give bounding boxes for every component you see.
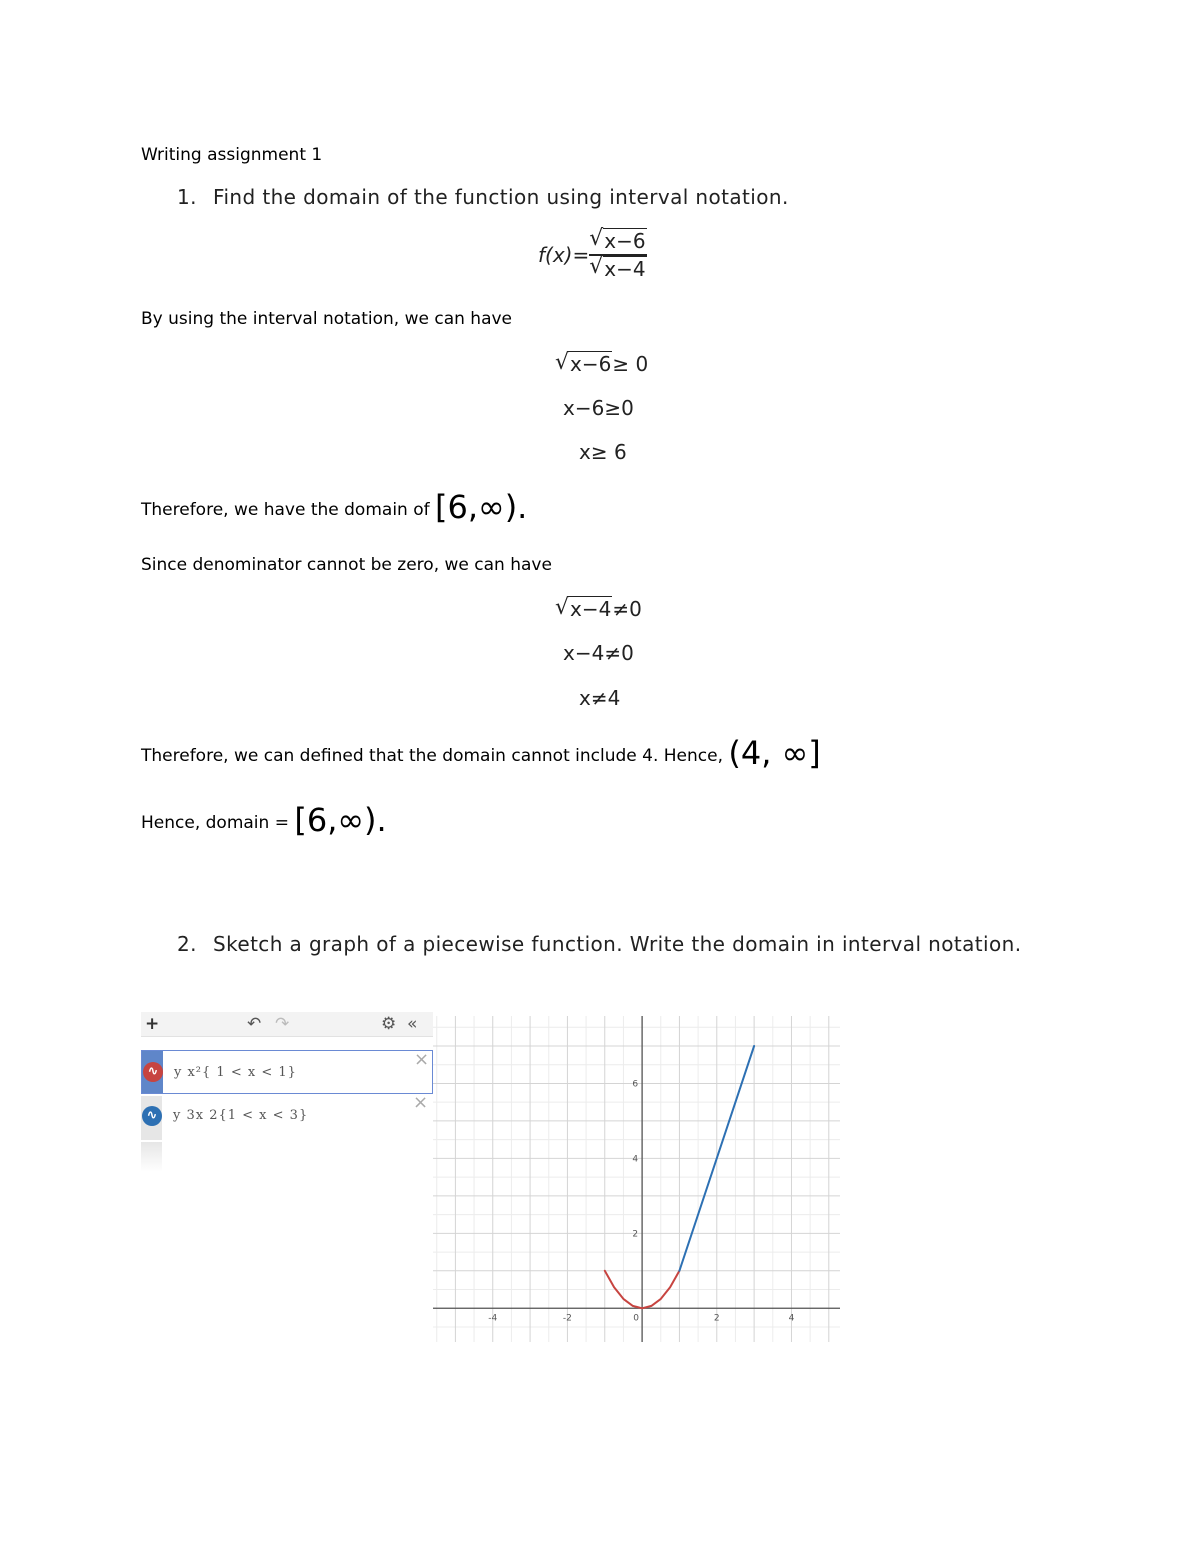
y-tick-label: 6 bbox=[632, 1079, 639, 1090]
function-lhs: f(x)= bbox=[538, 243, 590, 267]
collapse-panel-icon[interactable]: « bbox=[407, 1014, 418, 1034]
function-denominator: x−4 bbox=[604, 257, 646, 281]
domain-line-1-text: Therefore, we have the domain of bbox=[141, 500, 430, 520]
y-tick-label: 2 bbox=[632, 1229, 639, 1240]
expression-row-1-color-icon[interactable]: ∿ bbox=[143, 1062, 163, 1082]
document-title: Writing assignment 1 bbox=[141, 145, 323, 165]
expression-row-2-text[interactable]: y 3x 2{1 < x < 3} bbox=[173, 1108, 309, 1123]
line-since-denominator: Since denominator cannot be zero, we can have bbox=[141, 555, 552, 575]
domain-line-2 bbox=[141, 734, 821, 772]
step-1-rest: ≥ 0 bbox=[612, 352, 649, 376]
x-tick-label: 0 bbox=[633, 1313, 639, 1324]
function-definition bbox=[538, 228, 647, 282]
step-4: √ x−4≠0 bbox=[555, 595, 642, 621]
expression-panel bbox=[141, 1012, 433, 1172]
expression-toolbar bbox=[141, 1012, 433, 1037]
x-tick-label: -2 bbox=[562, 1313, 572, 1324]
question-1-number: 1. bbox=[177, 185, 197, 209]
add-expression-button[interactable]: + bbox=[145, 1014, 160, 1034]
step-5: x−4≠0 bbox=[563, 641, 634, 665]
expression-row-1-remove-icon[interactable]: × bbox=[414, 1049, 430, 1070]
y-tick-label: 4 bbox=[632, 1154, 639, 1165]
x-tick-label: 4 bbox=[788, 1313, 795, 1324]
question-2 bbox=[177, 932, 1021, 956]
step-4-rest: ≠0 bbox=[612, 597, 642, 621]
expression-row-1-text[interactable]: y x²{ 1 < x < 1} bbox=[174, 1065, 297, 1080]
question-1-text: Find the domain of the function using interval notation. bbox=[213, 185, 789, 209]
step-1: √ x−6≥ 0 bbox=[555, 350, 649, 376]
expression-row-2-remove-icon[interactable]: × bbox=[413, 1092, 429, 1113]
undo-button[interactable]: ↶ bbox=[247, 1014, 262, 1034]
question-1 bbox=[177, 185, 789, 209]
step-2: x−6≥0 bbox=[563, 396, 634, 420]
domain-line-3 bbox=[141, 801, 387, 839]
step-6: x≠4 bbox=[579, 686, 621, 710]
question-2-number: 2. bbox=[177, 932, 197, 956]
tick-labels bbox=[488, 1079, 794, 1323]
domain-line-2-value: (4, ∞] bbox=[728, 734, 821, 772]
step-1-radicand: x−6 bbox=[570, 352, 612, 376]
domain-line-3-value: [6,∞). bbox=[294, 801, 387, 839]
redo-button[interactable]: ↷ bbox=[275, 1014, 290, 1034]
step-3: x≥ 6 bbox=[579, 440, 627, 464]
grid-minor bbox=[433, 1016, 840, 1342]
line-using-interval: By using the interval notation, we can have bbox=[141, 309, 513, 329]
x-tick-label: -4 bbox=[488, 1313, 498, 1324]
question-2-text: Sketch a graph of a piecewise function. Write the domain in interval notation. bbox=[213, 932, 1022, 956]
settings-icon[interactable]: ⚙ bbox=[381, 1014, 397, 1034]
expression-row-2[interactable] bbox=[141, 1092, 433, 1140]
function-fraction: √ x−6 √ x−4 bbox=[589, 226, 646, 281]
x-tick-label: 2 bbox=[713, 1313, 720, 1324]
domain-line-1-value: [6,∞). bbox=[435, 488, 528, 526]
expression-row-2-color-icon[interactable]: ∿ bbox=[142, 1106, 162, 1126]
domain-line-3-text: Hence, domain = bbox=[141, 813, 289, 833]
step-4-radicand: x−4 bbox=[570, 597, 612, 621]
expression-row-1[interactable] bbox=[141, 1050, 433, 1094]
domain-line-1 bbox=[141, 488, 527, 526]
panel-left-strip bbox=[141, 1142, 162, 1172]
function-numerator: x−6 bbox=[604, 229, 646, 253]
domain-line-2-text: Therefore, we can defined that the domain cannot include 4. Hence, bbox=[141, 746, 723, 766]
function-graph bbox=[433, 1016, 840, 1342]
